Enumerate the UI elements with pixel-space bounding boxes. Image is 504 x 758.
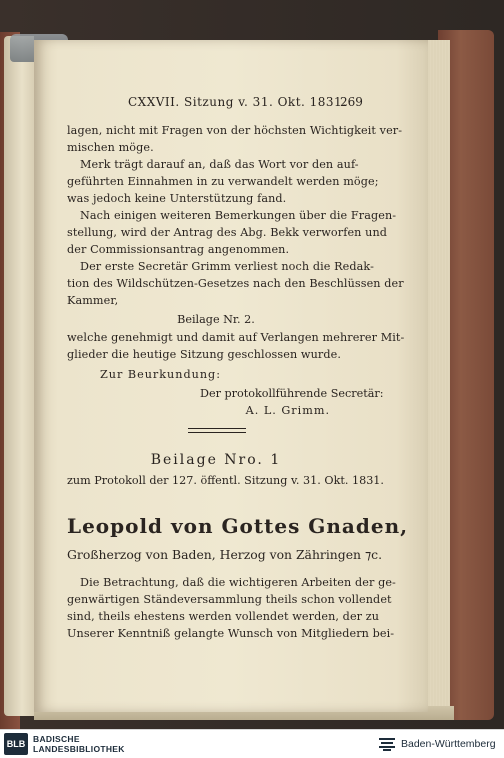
baden-wuerttemberg-crest-icon bbox=[378, 736, 396, 752]
state-name[interactable]: Baden-Württemberg bbox=[401, 738, 496, 750]
decree-subheading: Großherzog von Baden, Herzog von Zähringen ⁊c. bbox=[67, 547, 383, 562]
blb-logo[interactable]: BLB bbox=[4, 733, 28, 755]
body-line: tion des Wildschützen-Gesetzes nach den Beschlüssen der bbox=[67, 277, 404, 290]
secretary-name: A. L. Grimm. bbox=[245, 404, 330, 417]
beurkundung-label: Zur Beurkundung: bbox=[100, 368, 221, 381]
body-line: Kammer, bbox=[67, 294, 119, 307]
body-line: geführten Einnahmen in zu verwandelt werden möge; bbox=[67, 175, 379, 188]
body-line: glieder die heutige Sitzung geschlossen wurde. bbox=[67, 348, 341, 361]
section-subtitle: zum Protokoll der 127. öffentl. Sitzung v. 31. Okt. 1831. bbox=[67, 474, 384, 487]
body-line: lagen, nicht mit Fragen von der höchsten Wichtigkeit ver- bbox=[67, 124, 403, 137]
decree-heading: Leopold von Gottes Gnaden, bbox=[67, 514, 409, 538]
running-header: CXXVII. Sitzung v. 31. Okt. 1831. bbox=[128, 95, 347, 109]
section-divider bbox=[188, 428, 246, 433]
decree-line: Die Betrachtung, daß die wichtigeren Arbeiten der ge- bbox=[80, 576, 396, 589]
library-name-line2: LANDESBIBLIOTHEK bbox=[33, 744, 125, 754]
footer-bar bbox=[0, 729, 504, 758]
body-line: mischen möge. bbox=[67, 141, 154, 154]
library-name-line1: BADISCHE bbox=[33, 734, 80, 744]
body-line: Der erste Secretär Grimm verliest noch die Redak- bbox=[80, 260, 374, 273]
body-line: welche genehmigt und damit auf Verlangen mehrerer Mit- bbox=[67, 331, 405, 344]
library-name[interactable] bbox=[33, 734, 125, 754]
decree-line: Unserer Kenntniß gelangte Wunsch von Mitgliedern bei- bbox=[67, 627, 395, 640]
body-line: was jedoch keine Unterstützung fand. bbox=[67, 192, 287, 205]
decree-line: genwärtigen Ständeversammlung theils schon vollendet bbox=[67, 593, 392, 606]
decree-line: sind, theils ehestens werden vollendet werden, der zu bbox=[67, 610, 380, 623]
page-number: 269 bbox=[340, 95, 363, 109]
secretary-title: Der protokollführende Secretär: bbox=[200, 387, 384, 400]
left-page-edge bbox=[4, 36, 34, 716]
beilage-reference: Beilage Nr. 2. bbox=[177, 313, 255, 326]
body-line: Nach einigen weiteren Bemerkungen über die Fragen- bbox=[80, 209, 397, 222]
page-edges bbox=[426, 40, 450, 712]
section-title: Beilage Nro. 1 bbox=[150, 452, 282, 468]
body-line: Merk trägt darauf an, daß das Wort vor den auf- bbox=[80, 158, 359, 171]
body-line: stellung, wird der Antrag des Abg. Bekk verworfen und bbox=[67, 226, 388, 239]
body-line: der Commissionsantrag angenommen. bbox=[67, 243, 290, 256]
